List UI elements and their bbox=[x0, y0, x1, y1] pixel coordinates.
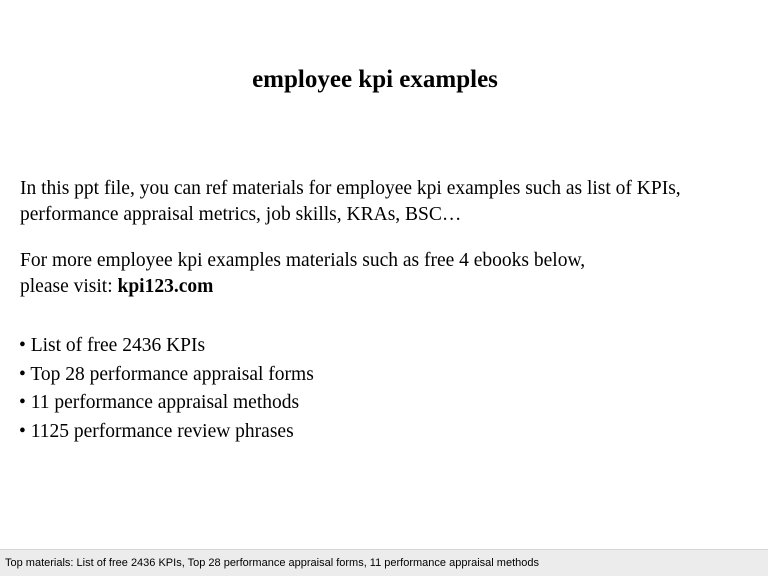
list-item: • List of free 2436 KPIs bbox=[19, 335, 206, 356]
footer-bar bbox=[0, 549, 768, 576]
list-item: • 1125 performance review phrases bbox=[19, 420, 294, 442]
website-link[interactable]: kpi123.com bbox=[117, 276, 214, 297]
footer-text: Top materials: List of free 2436 KPIs, Top 28 performance appraisal forms, 11 performance appraisal methods bbox=[5, 557, 539, 569]
slide-title: employee kpi examples bbox=[252, 66, 498, 93]
more-materials-line-1: For more employee kpi examples materials such as free 4 ebooks below, bbox=[20, 250, 586, 271]
intro-paragraph bbox=[20, 176, 755, 228]
materials-list bbox=[19, 332, 314, 446]
visit-prefix: please visit: bbox=[20, 276, 118, 297]
list-item: • Top 28 performance appraisal forms bbox=[19, 363, 314, 385]
more-materials-paragraph bbox=[20, 248, 755, 300]
list-item: • 11 performance appraisal methods bbox=[19, 392, 300, 413]
intro-line-2: performance appraisal metrics, job skills, KRAs, BSC… bbox=[20, 204, 462, 225]
intro-line-1: In this ppt file, you can ref materials for employee kpi examples such as list of KPIs, bbox=[20, 178, 681, 199]
